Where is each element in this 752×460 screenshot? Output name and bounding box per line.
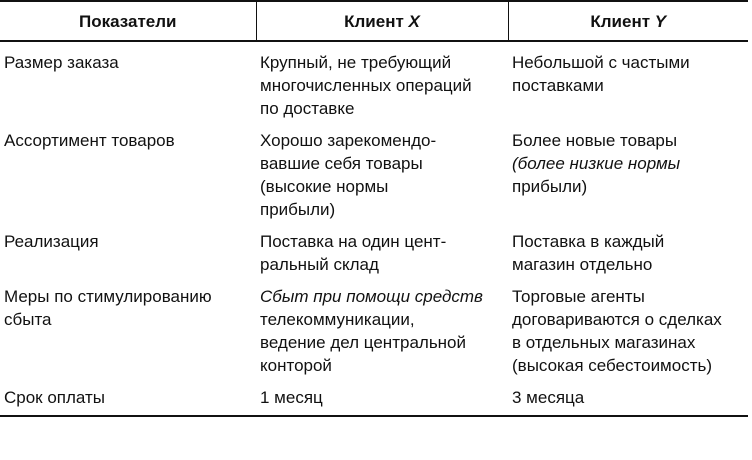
cell-line: вавшие себя товары <box>260 154 423 173</box>
header-client-x-var: X <box>408 11 420 31</box>
header-client-x-label: Клиент <box>344 11 409 31</box>
cell-line: многочисленных операций <box>260 76 472 95</box>
cell-line: Крупный, не требующий <box>260 53 452 72</box>
cell-client-y <box>508 41 748 120</box>
cell-line: (более низкие нормы <box>512 154 681 173</box>
cell-indicator <box>0 276 256 377</box>
cell-client-x <box>256 377 508 416</box>
cell-line: сбыта <box>4 310 52 329</box>
cell-line: ральный склад <box>260 255 379 274</box>
cell-line: 1 месяц <box>260 388 323 407</box>
cell-indicator <box>0 221 256 276</box>
cell-client-y <box>508 377 748 416</box>
cell-client-y <box>508 221 748 276</box>
cell-line: магазин отдельно <box>512 255 653 274</box>
cell-line: Размер заказа <box>4 53 119 72</box>
cell-client-y <box>508 120 748 221</box>
cell-line: договариваются о сделках <box>512 310 722 329</box>
cell-client-x <box>256 41 508 120</box>
header-client-x <box>256 1 508 41</box>
cell-line: прибыли) <box>512 177 588 196</box>
cell-client-x <box>256 221 508 276</box>
cell-line: конторой <box>260 356 332 375</box>
table-row <box>0 221 748 276</box>
header-indicators: Показатели <box>0 1 256 41</box>
header-client-y <box>508 1 748 41</box>
cell-indicator <box>0 377 256 416</box>
cell-line: Поставка на один цент- <box>260 232 447 251</box>
cell-line: ведение дел центральной <box>260 333 467 352</box>
cell-line: Меры по стимулированию <box>4 287 212 306</box>
cell-indicator <box>0 120 256 221</box>
cell-line: Хорошо зарекомендо- <box>260 131 437 150</box>
cell-line: Реализация <box>4 232 99 251</box>
cell-line: телекоммуникации, <box>260 310 415 329</box>
cell-indicator <box>0 41 256 120</box>
cell-line: (высокая себестоимость) <box>512 356 713 375</box>
cell-line: Более новые товары <box>512 131 678 150</box>
cell-client-x <box>256 120 508 221</box>
cell-line: Небольшой с частыми <box>512 53 690 72</box>
cell-line: прибыли) <box>260 200 336 219</box>
table-row <box>0 377 748 416</box>
cell-line: в отдельных магазинах <box>512 333 696 352</box>
table-row <box>0 276 748 377</box>
cell-line: по доставке <box>260 99 355 118</box>
cell-line: Торговые агенты <box>512 287 645 306</box>
cell-line: Сбыт при помощи средств <box>260 287 483 306</box>
cell-line: поставками <box>512 76 604 95</box>
header-client-y-var: Y <box>654 11 667 31</box>
cell-line: Ассортимент товаров <box>4 131 175 150</box>
cell-line: Поставка в каждый <box>512 232 665 251</box>
table-row <box>0 120 748 221</box>
table-header-row <box>0 1 748 41</box>
cell-line: (высокие нормы <box>260 177 389 196</box>
header-client-y-label: Клиент <box>590 11 655 31</box>
cell-line: 3 месяца <box>512 388 585 407</box>
cell-client-y <box>508 276 748 377</box>
table-row <box>0 41 748 120</box>
cell-client-x <box>256 276 508 377</box>
cell-line: Срок оплаты <box>4 388 106 407</box>
